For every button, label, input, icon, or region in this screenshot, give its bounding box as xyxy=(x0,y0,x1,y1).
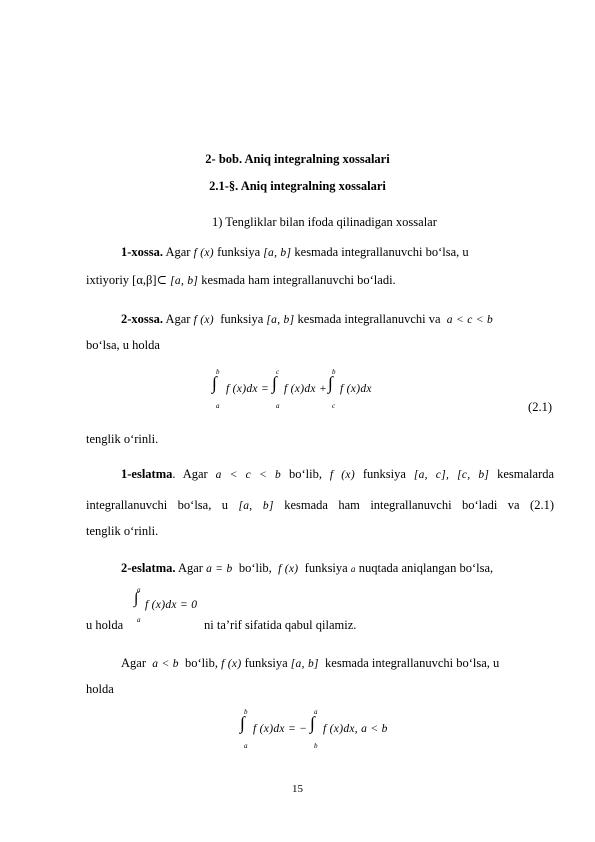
math-interval: [a, b] xyxy=(290,658,319,670)
math-condition: a = b xyxy=(206,563,233,575)
text: integrallanuvchi bo‘lsa, u xyxy=(86,498,229,512)
remark-1-line1 xyxy=(121,467,554,482)
text: ixtiyoriy [ xyxy=(86,273,137,287)
text: Agar xyxy=(165,245,191,259)
integral-sign: ∫ xyxy=(134,590,139,607)
math-interval: [a, c], xyxy=(413,469,450,481)
integral-sign: ∫ xyxy=(310,713,315,733)
section-title: 2.1-§. Aniq integralning xossalari xyxy=(209,179,386,193)
subset-symbol: ⊂ xyxy=(156,273,168,287)
math-condition: a < c < b xyxy=(215,469,282,481)
property-2-label: 2-xossa. xyxy=(121,312,164,326)
lower-limit: a xyxy=(276,402,280,410)
upper-limit: b xyxy=(332,368,336,376)
integrand: f (x)dx = 0 xyxy=(145,599,198,611)
text: kesmalarda xyxy=(497,467,555,481)
text: Agar xyxy=(177,561,203,575)
property-3-line1 xyxy=(121,656,499,671)
lower-limit: a xyxy=(244,742,248,750)
text: bo‘lib, xyxy=(238,561,272,575)
text: funksiya xyxy=(217,245,261,259)
property-2-line1 xyxy=(121,312,493,327)
remark-2-line2-suffix: ni ta’rif sifatida qabul qilamiz. xyxy=(204,618,357,632)
math-interval: [c, b] xyxy=(457,469,490,481)
math-condition: a < c < b xyxy=(446,314,494,326)
upper-limit: c xyxy=(276,368,280,376)
upper-limit: b xyxy=(244,708,248,716)
text: nuqtada aniqlangan bo‘lsa, xyxy=(358,561,494,575)
text: funksiya xyxy=(362,467,406,481)
remark-2-label: 2-eslatma. xyxy=(121,561,176,575)
property-3-line2: holda xyxy=(86,682,114,696)
text: kesmada ham integrallanuvchi bo‘ladi va (2.1) xyxy=(284,498,554,512)
property-1-line1 xyxy=(121,245,469,260)
text: funksiya xyxy=(220,312,264,326)
page-number: 15 xyxy=(292,783,303,795)
integral-sign: ∫ xyxy=(240,713,245,733)
text: funksiya xyxy=(244,656,288,670)
math-fx: f (x) xyxy=(193,247,214,259)
math-point: a xyxy=(350,564,356,574)
formula-reverse-limits xyxy=(240,708,420,754)
math-fx: f (x) xyxy=(221,658,242,670)
math-fx: f (x) xyxy=(193,314,214,326)
remark-1-label: 1-eslatma xyxy=(121,467,173,481)
text: . xyxy=(172,467,176,481)
lower-limit: a xyxy=(137,616,141,624)
text: Agar xyxy=(165,312,191,326)
text: kesmada integrallanuvchi bo‘lsa, u xyxy=(294,245,469,259)
upper-limit: a xyxy=(314,708,318,716)
property-1-line2 xyxy=(86,272,396,288)
math-condition: a < b xyxy=(152,658,179,670)
intro-line: 1) Tengliklar bilan ifoda qilinadigan xossalar xyxy=(212,215,437,229)
formula-a-to-a xyxy=(134,586,204,630)
equation-number: (2.1) xyxy=(528,400,552,414)
integrand: f (x)dx xyxy=(340,383,372,395)
property-2-line2: bo‘lsa, u holda xyxy=(86,338,160,352)
text: funksiya xyxy=(304,561,348,575)
math-fx: f (x) xyxy=(278,563,299,575)
chapter-title: 2- bob. Aniq integralning xossalari xyxy=(205,152,390,166)
integral-sign: ∫ xyxy=(212,373,217,393)
text: Agar xyxy=(182,467,208,481)
lower-limit: c xyxy=(332,402,336,410)
text: kesmada ham integrallanuvchi bo‘ladi. xyxy=(201,273,396,287)
math-interval: [a, b] xyxy=(263,247,292,259)
math-interval: [a, b] xyxy=(238,500,274,512)
integrand: f (x)dx + xyxy=(284,383,328,395)
math-interval: [a, b] xyxy=(266,314,295,326)
text: bo‘lib, xyxy=(185,656,218,670)
upper-limit: b xyxy=(216,368,220,376)
lower-limit: a xyxy=(216,402,220,410)
remark-2-line2-prefix: u holda xyxy=(86,618,124,632)
lower-limit: b xyxy=(314,742,318,750)
upper-limit: a xyxy=(137,586,141,594)
math-fx: f (x) xyxy=(329,469,355,481)
after-formula-line: tenglik o‘rinli. xyxy=(86,432,159,446)
integrand: f (x)dx = xyxy=(226,383,270,395)
integral-sign: ∫ xyxy=(272,373,277,393)
integrand: f (x)dx, a < b xyxy=(323,723,388,735)
text: bo‘lib, xyxy=(288,467,322,481)
remark-1-line2 xyxy=(86,498,554,513)
math-alpha-beta: α,β] xyxy=(136,273,157,287)
text: kesmada integrallanuvchi va xyxy=(297,312,441,326)
text: Agar xyxy=(121,656,146,670)
integrand: f (x)dx = − xyxy=(253,723,308,735)
formula-2-1 xyxy=(212,368,392,414)
remark-2-line1 xyxy=(121,561,493,576)
text: kesmada integrallanuvchi bo‘lsa, u xyxy=(325,656,500,670)
remark-1-line3: tenglik o‘rinli. xyxy=(86,524,159,538)
property-1-label: 1-xossa. xyxy=(121,245,164,259)
math-interval: [a, b] xyxy=(170,275,199,287)
integral-sign: ∫ xyxy=(328,373,333,393)
